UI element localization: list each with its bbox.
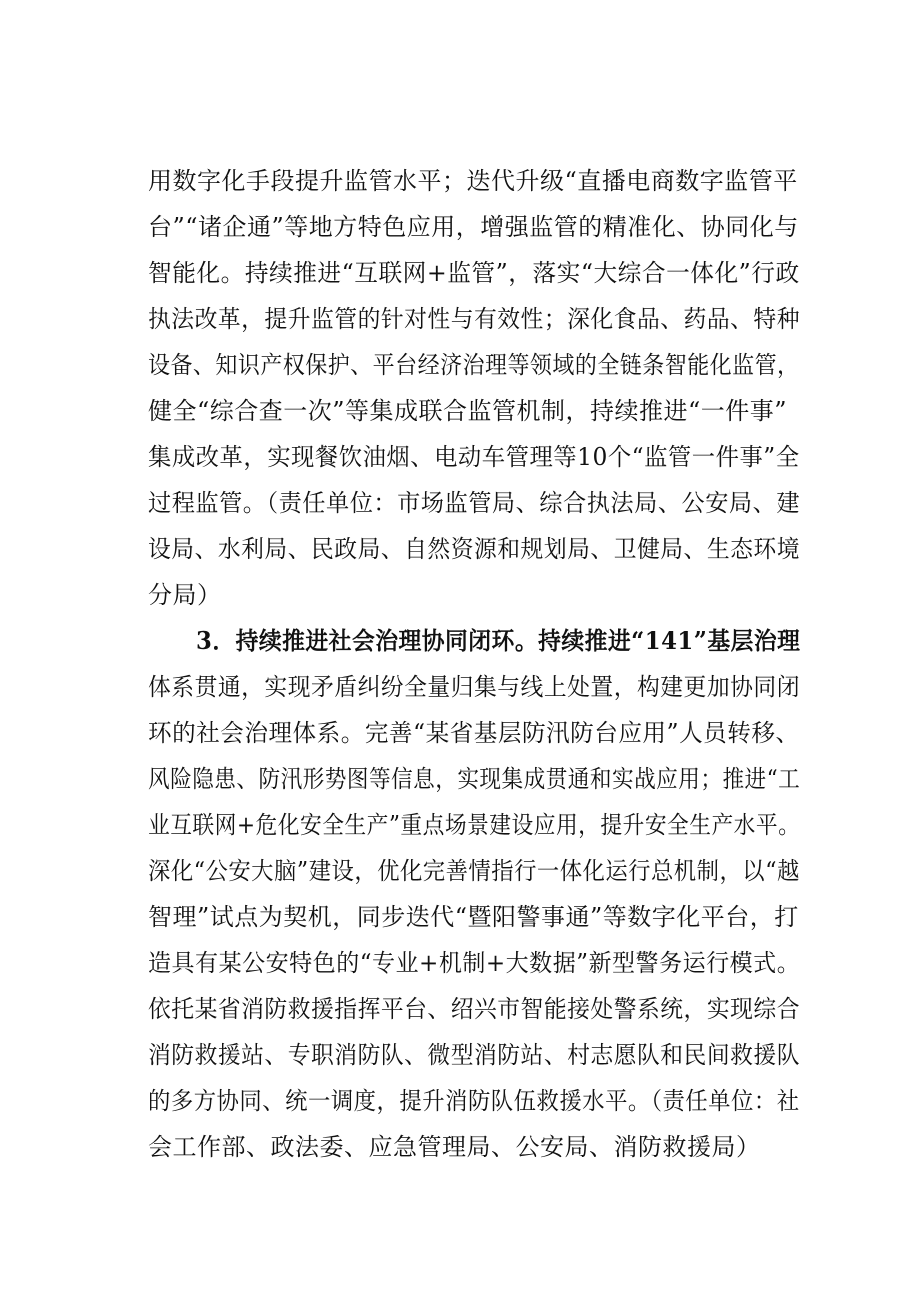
text-line-21: 的多方协同、统一调度，提升消防队伍救援水平。（责任单位：社: [148, 1087, 800, 1115]
text-line-12: 体系贯通，实现矛盾纠纷全量归集与线上处置，构建更加协同闭: [148, 673, 800, 701]
text-line-20: 消防救援站、专职消防队、微型消防站、村志愿队和民间救援队: [148, 1041, 800, 1069]
text-line-16: 深化“公安大脑”建设，优化完善情指行一体化运行总机制，以“越: [148, 857, 800, 885]
text-line-10: 分局）: [148, 581, 222, 609]
text-line-8: 过程监管。（责任单位：市场监管局、综合执法局、公安局、建: [148, 489, 801, 517]
text-line-1: 用数字化手段提升监管水平；迭代升级“直播电商数字监管平: [148, 167, 798, 195]
text-line-6: 健全“综合查一次”等集成联合监管机制，持续推进“一件事”: [148, 397, 788, 425]
text-line-15: 业互联网+危化安全生产”重点场景建设应用，提升安全生产水平。: [148, 811, 801, 839]
text-line-7: 集成改革，实现餐饮油烟、电动车管理等10个“监管一件事”全: [148, 443, 800, 471]
text-line-14: 风险隐患、防汛形势图等信息，实现集成贯通和实战应用；推进“工: [148, 765, 801, 793]
text-line-22: 会工作部、政法委、应急管理局、公安局、消防救援局）: [148, 1133, 761, 1161]
text-line-3: 智能化。持续推进“互联网+监管”，落实“大综合一体化”行政: [148, 259, 800, 287]
text-line-17: 智理”试点为契机，同步迭代“暨阳警事通”等数字化平台，打: [148, 903, 799, 931]
section-heading-3: 3．持续推进社会治理协同闭环。持续推进“141”基层治理: [196, 626, 801, 655]
text-line-19: 依托某省消防救援指挥平台、绍兴市智能接处警系统，实现综合: [148, 995, 800, 1023]
text-line-13: 环的社会治理体系。完善“某省基层防汛防台应用”人员转移、: [148, 719, 800, 747]
text-line-2: 台”“诸企通”等地方特色应用，增强监管的精准化、协同化与: [148, 213, 799, 241]
text-line-4: 执法改革，提升监管的针对性与有效性；深化食品、药品、特种: [148, 305, 800, 333]
text-line-9: 设局、水利局、民政局、自然资源和规划局、卫健局、生态环境: [148, 535, 800, 563]
text-line-18: 造具有某公安特色的“专业+机制+大数据”新型警务运行模式。: [148, 949, 801, 977]
text-line-5: 设备、知识产权保护、平台经济治理等领域的全链条智能化监管，: [148, 351, 800, 379]
